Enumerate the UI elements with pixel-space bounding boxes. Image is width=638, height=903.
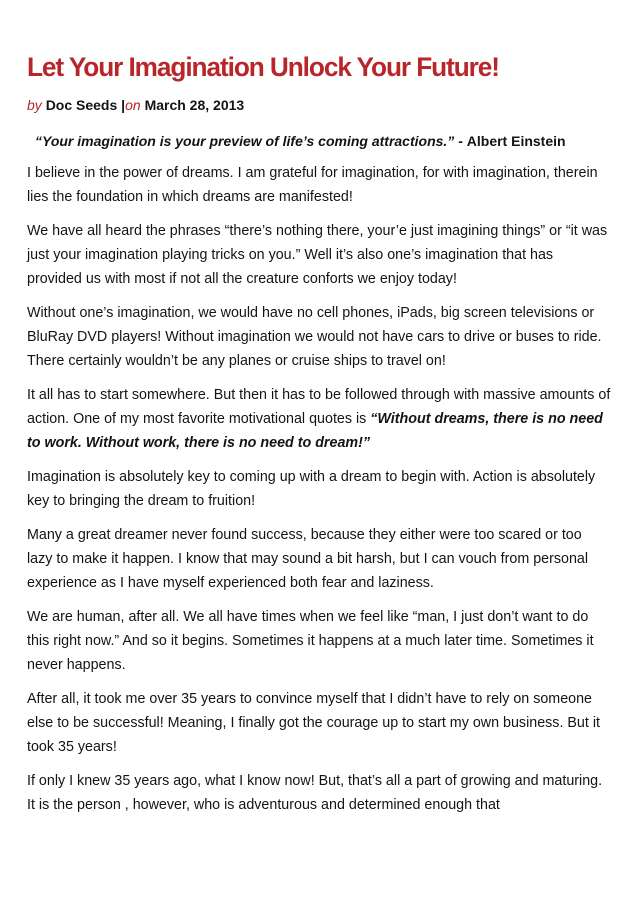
quote-author: Albert Einstein [466,133,566,149]
paragraph-key: Imagination is absolutely key to coming up with a dream to begin with. Action is absolutely key to bringing the dream to fruition! [27,469,596,509]
paragraph-phrases: We have all heard the phrases “there’s nothing there, your’e just imagining things” or “it was just your imagination playing tricks on you.” Well it’s also one’s imagination that has provided us with most if not all the creature conforts we enjoy today! [27,223,608,287]
byline-by-label: by [27,97,42,113]
action-lead-text: It all has to start somewhere. But then it has to be followed through with massive amounts of action. One of my most favorite motivational quotes is [27,387,611,427]
paragraph-if-only: If only I knew 35 years ago, what I know now! But, that’s all a part of growing and maturing. It is the person , however, who is adventurous and determined enough that [27,773,603,813]
article-body [27,161,611,817]
byline-separator: | [121,97,126,113]
paragraph-human: We are human, after all. We all have times when we feel like “man, I just don’t want to do this right now.” And so it begins. Sometimes it happens at a much later time. Sometimes it never happens. [27,609,594,673]
byline-on-label: on [125,97,141,113]
byline-date: March 28, 2013 [144,97,245,113]
byline-author: Doc Seeds [45,97,118,113]
paragraph-action [27,383,611,455]
paragraph-dreams: I believe in the power of dreams. I am grateful for imagination, for with imagination, therein lies the foundation in which dreams are manifested! [27,165,598,205]
featured-quote [35,132,611,150]
paragraph-35-years: After all, it took me over 35 years to convince myself that I didn’t have to rely on someone else to be successful! Meaning, I finally got the courage up to start my own business. But it took 35 years! [27,691,600,755]
quote-dash: - [458,133,463,149]
paragraph-without-imagination: Without one’s imagination, we would have no cell phones, iPads, big screen televisions or BluRay DVD players! Without imagination we would not have cars to drive or buses to ride. There certainly wouldn’t be any planes or cruise ships to travel on! [27,305,602,369]
byline [27,96,611,114]
paragraph-dreamer: Many a great dreamer never found success, because they either were too scared or too lazy to make it happen. I know that may sound a bit harsh, but I can vouch from personal experience as I have myself experienced both fear and laziness. [27,527,589,591]
article-title: Let Your Imagination Unlock Your Future! [27,52,499,82]
action-emphasis-quote: “Without dreams, there is no need to work. Without work, there is no need to dream!” [27,411,603,451]
quote-text: “Your imagination is your preview of life’s coming attractions.” [35,133,455,149]
